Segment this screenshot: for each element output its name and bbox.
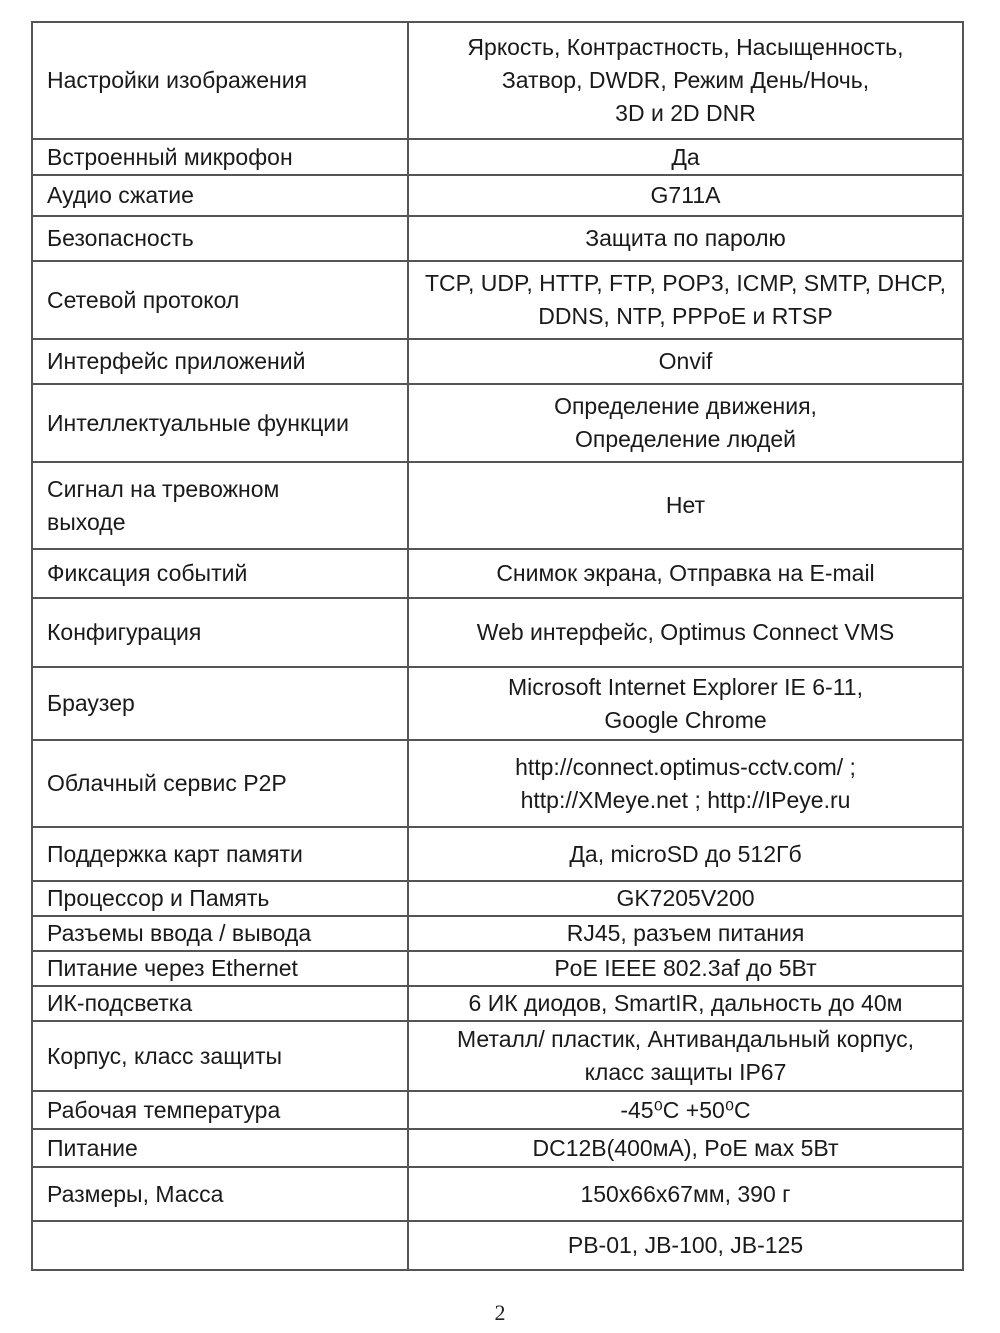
spec-label-cell (32, 986, 408, 1021)
spec-label-cell (32, 598, 408, 667)
spec-row (32, 139, 963, 175)
spec-value-text: DDNS, NTP, PPPoE и RTSP (538, 303, 833, 329)
spec-label-cell (32, 462, 408, 549)
spec-label-text: Рабочая температура (47, 1096, 281, 1123)
spec-value-cell (408, 175, 963, 216)
spec-label-cell (32, 1167, 408, 1221)
spec-row (32, 339, 963, 384)
spec-label-text: Фиксация событий (47, 560, 248, 586)
spec-value-text: GK7205V200 (616, 885, 755, 911)
spec-label-cell (32, 827, 408, 881)
spec-row (32, 1021, 963, 1091)
spec-row (32, 175, 963, 216)
spec-value-text: Снимок экрана, Отправка на E-mail (496, 560, 875, 586)
spec-row (32, 22, 963, 139)
spec-value-text: 6 ИК диодов, SmartIR, дальность до 40м (468, 990, 903, 1016)
spec-label-text: Аудио сжатие (47, 182, 194, 208)
spec-table (31, 21, 964, 1271)
spec-value-cell (408, 598, 963, 667)
spec-value-text: Да (671, 143, 700, 170)
spec-value-cell (408, 740, 963, 827)
spec-label-text: ИК-подсветка (47, 990, 193, 1016)
spec-label-text: Поддержка карт памяти (47, 840, 303, 867)
spec-label-cell (32, 339, 408, 384)
spec-row (32, 827, 963, 881)
spec-value-text: Яркость, Контрастность, Насыщенность, (467, 34, 904, 60)
spec-value-text: Металл/ пластик, Антивандальный корпус, (457, 1026, 914, 1052)
spec-value-cell (408, 384, 963, 462)
spec-value-text: 150х66х67мм, 390 г (580, 1180, 791, 1207)
spec-label-text: Корпус, класс защиты (47, 1042, 283, 1069)
spec-label-cell (32, 1021, 408, 1091)
spec-row (32, 384, 963, 462)
spec-row (32, 951, 963, 986)
spec-row (32, 462, 963, 549)
spec-label-text: Интерфейс приложений (47, 348, 306, 374)
spec-value-text: -45⁰С +50⁰С (620, 1096, 751, 1123)
spec-label-cell (32, 216, 408, 261)
spec-value-cell (408, 1221, 963, 1270)
spec-label-text: Питание (47, 1134, 138, 1161)
spec-label-cell (32, 951, 408, 986)
spec-value-text: Защита по паролю (585, 225, 786, 251)
spec-value-text: PoE IEEE 802.3af до 5Вт (554, 955, 817, 981)
spec-value-text: TCP, UDP, HTTP, FTP, POP3, ICMP, SMTP, DHCP, (424, 270, 947, 296)
spec-label-cell (32, 139, 408, 175)
spec-label-cell (32, 1221, 408, 1270)
spec-label-cell (32, 1091, 408, 1129)
spec-value-text: Определение людей (574, 426, 797, 452)
spec-row (32, 261, 963, 339)
spec-row (32, 667, 963, 740)
spec-row (32, 549, 963, 598)
spec-label-text: Сигнал на тревожном (47, 475, 280, 502)
spec-value-cell (408, 462, 963, 549)
spec-value-text: RJ45, разъем питания (566, 920, 805, 946)
spec-label-cell (32, 549, 408, 598)
spec-value-cell (408, 951, 963, 986)
spec-value-text: класс защиты IP67 (584, 1059, 787, 1085)
spec-value-cell (408, 1021, 963, 1091)
spec-label-text: Облачный сервис P2P (47, 770, 287, 796)
spec-value-text: Google Chrome (604, 706, 767, 733)
spec-value-cell (408, 881, 963, 916)
spec-row (32, 1091, 963, 1129)
spec-row (32, 1167, 963, 1221)
spec-value-text: 3D и 2D DNR (615, 100, 756, 126)
spec-value-cell (408, 139, 963, 175)
spec-label-text: Безопасность (47, 225, 194, 251)
spec-value-text: Web интерфейс, Optimus Connect VMS (476, 619, 895, 645)
spec-label-cell (32, 1129, 408, 1167)
spec-label-cell (32, 384, 408, 462)
spec-row (32, 598, 963, 667)
page-number: 2 (494, 1300, 506, 1325)
spec-label-text: Конфигурация (47, 619, 202, 645)
spec-value-text: Onvif (658, 348, 713, 374)
spec-label-cell (32, 916, 408, 951)
spec-value-text: Да, microSD до 512Гб (569, 840, 802, 867)
spec-label-text: Браузер (47, 690, 135, 716)
spec-label-text: Настройки изображения (47, 67, 308, 93)
spec-label-text: Разъемы ввода / вывода (47, 920, 312, 946)
spec-label-cell (32, 175, 408, 216)
spec-value-cell (408, 549, 963, 598)
spec-row (32, 740, 963, 827)
spec-label-text: Встроенный микрофон (47, 143, 293, 170)
spec-label-cell (32, 261, 408, 339)
spec-value-cell (408, 1129, 963, 1167)
spec-label-text: Размеры, Масса (47, 1180, 224, 1207)
spec-value-cell (408, 216, 963, 261)
spec-value-text: Нет (665, 492, 706, 518)
spec-row (32, 881, 963, 916)
spec-label-text: Сетевой протокол (47, 286, 240, 313)
spec-value-cell (408, 339, 963, 384)
spec-value-cell (408, 1091, 963, 1129)
spec-value-cell (408, 916, 963, 951)
spec-row (32, 916, 963, 951)
spec-value-cell (408, 22, 963, 139)
spec-value-text: DC12В(400мА), PoE мах 5Вт (532, 1134, 839, 1161)
spec-value-cell (408, 261, 963, 339)
spec-value-text: PB-01, JB-100, JB-125 (567, 1232, 804, 1258)
spec-value-cell (408, 986, 963, 1021)
spec-value-text: G711A (650, 182, 721, 208)
spec-row (32, 1221, 963, 1270)
spec-table-body (32, 22, 963, 1270)
spec-row (32, 216, 963, 261)
spec-row (32, 1129, 963, 1167)
spec-label-text: Питание через Ethernet (47, 955, 298, 981)
spec-value-cell (408, 1167, 963, 1221)
spec-label-cell (32, 22, 408, 139)
spec-label-cell (32, 881, 408, 916)
spec-value-text: http://connect.optimus-cctv.com/ ; (515, 753, 856, 780)
spec-value-cell (408, 667, 963, 740)
spec-label-text: Интеллектуальные функции (47, 409, 349, 436)
spec-value-text: Microsoft Internet Explorer IE 6-11, (508, 673, 863, 700)
spec-value-text: Затвор, DWDR, Режим День/Ночь, (501, 67, 870, 93)
spec-value-cell (408, 827, 963, 881)
spec-label-text: выходе (47, 508, 126, 535)
spec-value-text: Определение движения, (554, 393, 817, 419)
spec-label-cell (32, 667, 408, 740)
spec-label-cell (32, 740, 408, 827)
spec-value-text: http://XMeye.net ; http://IPeye.ru (520, 786, 851, 813)
spec-label-text: Процессор и Память (47, 885, 270, 911)
spec-row (32, 986, 963, 1021)
